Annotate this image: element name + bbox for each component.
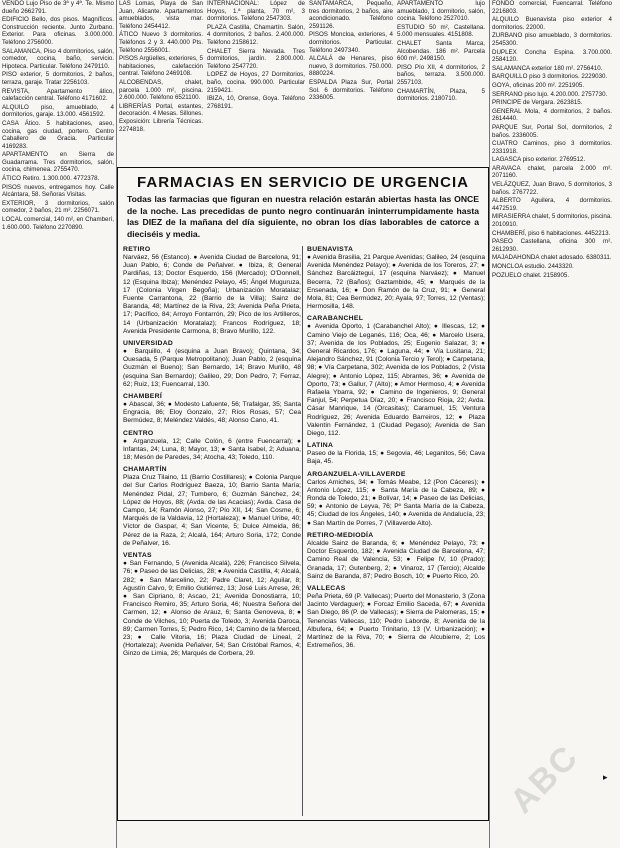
classifieds-column-5 <box>397 0 485 164</box>
classified-ad: PRINCIPE de Vergara. 2623815. <box>492 99 583 107</box>
classified-ad: REVISTA, Apartamento ático, calefacción central. Teléfono 4171602. <box>2 87 114 103</box>
intro-paragraph: Todas las farmacias que figuran en nuestra relación estarán abiertas hasta las ONCE de la noche. Las precedidas de punto negro continuarán ininterrumpidamente hasta las DIEZ de la mañana del día siguiente, no obran los días laborables de catorce a dieciséis y media. <box>127 194 479 239</box>
classified-ad: ALBERTO Aguilera, 4 dormitorios. 4472519. <box>492 197 612 212</box>
classified-ad: GENERAL Mola, 4 dormitorios, 2 baños. 2614440. <box>492 107 612 123</box>
district-pharmacies: Alcalde Sainz de Baranda, 6; ● Menéndez Pelayo, 73; ● Doctor Esquerdo, 182; ● Avenida Ciudad de Barcelona, 47; Camino Real de Valencia, 53; ● Felipe IV, 10 (Prado); Granada, 17; Gutenberg, 2; ● Vinaroz, 17 (Tercio); Alcalde Sainz de Baranda, 87; Pedro Bosch, 10; ● Puerto Rico, 20. <box>307 539 485 580</box>
district-pharmacies: ● Avenida Oporto, 1 (Carabanchel Alto); ● Illescas, 12; ● Camino Viejo de Leganés, 116; Oca, 46; ● Marcelo Usera, 37; Avenida de los Poblados, 25; Eugenio Salazar, 3; ● General Ricardos, 176; ● Laguna, 44; ● Vía Lusitana, 21; Alejandro Sánchez, 91 (Colonia Tercio y Terol); ● Carpetana, 98; ● Vía Carpetana, 302; Avenida de los Poblados, 2 (Vista Alegre); ● Antonio López, 115; Abrantes, 36; ● Avenida de Oporto, 73; ● Gallur, 7 (Alto); ● Amor Hermoso, 4; ● Avenida Rafaela Ybarra, 92; ● Camino de Ingenieros, 9; General Fanjul, 54; Perpetua Díaz, 20; ● Francisco Rioja, 22; Avda. Cásar Manrique, 14 (Orcasitas); Caramuel, 15; Ventura Rodríguez, 26; Avenida Eduardo Barreiros, 12; ● Plaza Valentín Fernández, 1 (Ciudad Pegaso); Avenida de San Diego, 112. <box>307 323 485 438</box>
classified-ad: LAGASCA piso exterior. 2769512. <box>492 156 586 164</box>
classified-ad: ESPALDA Plaza Sur, Portal Sol. 6 dormitorios. Teléfono 2336005. <box>309 78 393 102</box>
classified-ad: ÁTICO Nuevo 3 dormitorios. Teléfonos 2 y 3. 440.000 Pts. Teléfono 2556001. <box>119 31 203 54</box>
district-pharmacies: Paseo de la Florida, 15; ● Segovia, 46; Leganitos, 56; Cava Baja, 45. <box>307 450 485 466</box>
classified-ad: ALCALÁ de Henares, piso nuevo, 3 dormitorios. 750.000. 8880224. <box>309 55 393 78</box>
classified-block <box>207 0 305 110</box>
classified-ad: CHAMBERÍ, piso 6 habitaciones. 4452213. <box>492 229 611 237</box>
classified-ad: LAS Lomas, Playa de San Juan, Alicante. Apartamentos amueblados, vista mar. Teléfono 2454412. <box>119 0 203 30</box>
district-entry <box>123 466 301 548</box>
district-entry <box>123 246 301 336</box>
classified-ad: LIBRERÍAS Portal, estantes, decoración. 4 Mesas. Sillones. Exposición: Librería Técnicas. 2274818. <box>119 102 203 133</box>
classified-ad: ALQUILO Buenavista piso exterior 4 dormitorios. 22000. <box>492 16 612 31</box>
classified-ad: ALQUILO piso, amueblado, 4 dormitorios, garaje. 13.000. 4561592. <box>2 103 114 119</box>
district-pharmacies: Narváez, 56 (Estanco). ● Avenida Ciudad de Barcelona, 91; Juan Pablo, 6; Conde de Peñalver. ● Ibiza, 8; General Pardiñas, 13; Doctor Esquerdo, 156 (Mercado); O'Donnell, 12 (Esquina Ibiza); Menéndez Pelayo, 45; Ángel Muguruza, 17 (Colonia Virgen Begoña); Urbanización Moratalaz; Fuente Carrantona, 22 (Barrio de la Villa); Sainz de Baranda, 48; Martínez de la Riva, 23; Avenida Peña Prieta, 17; Pacífico, 84; Arroyo Fontarrón, 29; Pico de los Artilleros, 14 (Urbanización Moratalaz); Francos Rodríguez, 18; Avenida Presidente Carmona, 8; Bravo Murillo, 122. <box>123 254 301 335</box>
page-title: FARMACIAS EN SERVICIO DE URGENCIA <box>137 174 469 191</box>
classified-ad: APARTAMENTO lujo amueblado, 1 dormitorio, salón, cocina. Teléfono 2527010. <box>397 0 485 23</box>
district-name: VALLECAS <box>307 584 346 592</box>
district-entry <box>123 393 301 426</box>
classified-ad: PISO Pío XII, 4 dormitorios, 2 baños, terraza. 3.500.000. 2557103. <box>397 63 485 86</box>
district-pharmacies: ● Avenida Brasilia, 21 Parque Avenidas; Galileo, 24 (esquina Avenida Menéndez Pelayo); ● Avenida de los Toreros, 27; ● Sánchez Barcáiztegui, 17 (esquina Narváez); ● Manuel Becerra, 72 (Baños); Gaztambide, 45; ● Marqués de la Ensenada, 16; ● Don Ramón de la Cruz, 91; ● General Mola, 81; Cea Bermúdez, 20; Ayala, 97; Torres, 12 (Ventas); Hermosilla, 148. <box>307 254 485 311</box>
classifieds-column-1 <box>2 0 114 846</box>
classified-ad: SALAMANCA exterior 180 m². 2756410. <box>492 64 603 72</box>
classified-ad: VENDO Lujo Piso de 3ª y 4ª. Te. Mismo dueño 2662791. <box>2 0 114 15</box>
classified-ad: GOYA, oficinas 200 m². 2251905. <box>492 81 585 89</box>
classified-ad: VELÁZQUEZ, Juan Bravo, 5 dormitorios, 3 baños. 2767722. <box>492 181 612 196</box>
classified-ad: SERRANO piso lujo. 4.200.000. 2757730. <box>492 90 608 98</box>
classified-ad: PISOS Moncloa, exteriores, 4 dormitorios. Particular. Teléfono 2497340. <box>309 31 393 54</box>
classified-ad: BARQUILLO piso 3 dormitorios. 2229030. <box>492 73 608 81</box>
classified-ad: CHALET Sierra Nevada. Tres dormitorios, jardín. 2.800.000. Teléfono 2547720. <box>207 47 305 70</box>
district-name: BUENAVISTA <box>307 246 354 253</box>
classified-ad: EXTERIOR, 3 dormitorios, salón comedor, 2 baños, 21 m². 2256071. <box>2 199 114 215</box>
classified-ad: EDIFICIO Bello, dos pisos. Magníficos. Construcción reciente. Junto Zurbano. Exterior. Para oficinas. 3.000.000. Teléfono 2756000. <box>2 16 114 46</box>
classified-ad: PLAZA Castilla, Chamartín. Salón, 4 dormitorios, 2 baños. 2.400.000. Teléfono 2158612. <box>207 23 305 46</box>
classified-block <box>309 0 393 102</box>
classified-ad: INTERNACIONAL: López de Hoyos, 1.ª planta, 70 m², 3 dormitorios. Teléfono 2547303. <box>207 0 305 23</box>
classified-block <box>119 0 203 133</box>
classified-ad: ALCOBENDAS, chalet, parcela 1.000 m², piscina. 2.600.000. Teléfono 6521100. <box>119 78 203 102</box>
column-rule <box>489 0 490 848</box>
classified-ad: POZUELO chalet. 2158905. <box>492 271 570 279</box>
corner-mark: ▸ <box>603 772 608 782</box>
district-entry <box>123 430 301 463</box>
district-entry <box>123 340 301 389</box>
classified-ad: SALAMANCA, Piso 4 dormitorios, salón, comedor, cocina, baño, servicio. Hipoteca. Particular. Teléfono 2479110. <box>2 47 114 70</box>
classified-ad: FONDO comercial, Fuencarral. Teléfono 2216803. <box>492 0 612 15</box>
classified-ad: MAJADAHONDA chalet adosado. 6380311. <box>492 254 612 262</box>
classified-ad: ZURBANO piso amueblado, 3 dormitorios. 2545300. <box>492 32 612 47</box>
district-entry <box>307 246 485 311</box>
district-entry <box>307 532 485 581</box>
district-pharmacies: Plaza Cruz Tilaino, 11 (Barrio Costillares); ● Colonia Parque del Sur Carlos Rodríguez Baeza, 10; Barrio Santa María; Menéndez Pidal, 27; Tumbero, 6; Guzmán Sánchez, 24; López de Hoyos, 88; (Avda. de las Acacias); Avda. Casa de Campo, 14; Ramón Alonso, 27; Pío XII, 14; San Cosme, 6; Marqués de la Valdavia, 12 (Hortaleza); ● Manuel Uribe, 40; Víctor de Gaspar, 4; San Vicente, 5; Dulce Almeida, 86; Pérez de la Raza, 2; Alcalá, 164; Arturo Soria, 172; Conde de Peñalver, 16. <box>123 474 301 547</box>
district-name: RETIRO <box>123 246 151 253</box>
district-pharmacies: ● Barquillo, 4 (esquina a Juan Bravo); Quintana, 34; Ouesada, 5 (Parque Metropolitano); Juan Pablo, 2 (esquina Guzmán el Bueno); San Bernardo, 14; Bravo Murillo, 48 (esquina San Bernardo); Galileo, 29; Don Pedro, 7; Ferraz, 62; Ruiz, 13; Fuencarral, 130. <box>123 348 301 388</box>
classified-ad: MIRASIERRA chalet, 5 dormitorios, piscina. 2010910. <box>492 213 612 229</box>
classified-ad: MONCLOA estudio. 2443320. <box>492 263 574 270</box>
classified-block <box>492 0 612 279</box>
district-name: RETIRO-MEDIODÍA <box>307 531 374 539</box>
classified-ad: SANTAMARCA, Pequeño, tres dormitorios, 2 baños, aire acondicionado. Teléfono 2591126. <box>309 0 393 30</box>
district-name: LATINA <box>307 442 334 450</box>
district-entry <box>307 442 485 466</box>
district-pharmacies: Peña Prieta, 69 (P. Vallecas); Puerto del Monasterio, 3 (Zona Jacinto Verdaguer); ● Forcaz Emilio Saceda, 67; ● Avenida San Diego, 86 (P. de Vallecas); ● Sierra de Palomeras, 15; ● Tenencias Vallecas, 110; Pedro Laborde, 8; Avenida de la Albufera, 64; ● Puerto Trinitario, 13 (V. Urbanización); ● Martínez de la Riva, 70; ● Sierra de Alcubierre, 2; Los Extremeños, 36. <box>307 592 485 650</box>
district-pharmacies: ● San Fernando, 5 (Avenida Alcalá), 226; Francisco Silvela, 76; ● Paseo de las Delicias, 28; ● Avenida Castilla, 4; Alcalá, 282; ● San Marcelino, 22; Padre Claret, 12; Aguilar, 8; Agustín Calvo, 9; Emilio Gutiérrez, 13; José Luis Arrese, 26; ● San Cipriano, 8; Ascao, 21; Avenida Donostiarra, 10; Francisco Remiro, 35; Arturo Soria, 46; Nuestra Señora del Carmen, 12; ● Alonso de Arauz, 6; Santa Genoveva, 8; ● Conde de Vilches, 10; Puerta de Toledo, 3; Avenida Daroca, 89; Carmen Torres, 5; Pedro Rico, 14; Camino de la Merced, 23; ● Calle Vitoria, 16; Plaza Ciudad de Lineal, 2 (Hortaleza); Avenida Peñalver, 54; San Cristóbal Ramos, 4; Ginzo de Limia, 26; Marqués de Corbera, 29. <box>123 560 301 658</box>
watermark-logo: ABC <box>502 737 587 821</box>
pharmacy-notice-box <box>117 167 489 821</box>
district-name: ARGANZUELA-VILLAVERDE <box>307 470 406 478</box>
classified-ad: PISO exterior, 5 dormitorios, 2 baños, terraza, garaje. Tratar 2256103. <box>2 71 114 86</box>
classifieds-column-4 <box>309 0 393 164</box>
classified-ad: CASA Ático. 5 habitaciones, aseo, cocina, gas ciudad, portero. Centro Caballero de Gracia. Particular 4169283. <box>2 119 114 150</box>
districts-left-column <box>123 246 301 663</box>
district-entry <box>307 315 485 438</box>
districts-right-column <box>307 246 485 654</box>
district-pharmacies: ● Abascal, 36; ● Modesto Lafuente, 56; Trafalgar, 35; Santa Engracia, 86; Eloy Gonzalo, 27; Ríos Rosas, 57; Cea Bermúdez, 8; Meléndez Valdés, 48; Alonso Cano, 41. <box>123 401 301 425</box>
district-name: CHAMARTÍN <box>123 466 167 474</box>
classifieds-column-6 <box>492 0 612 846</box>
district-pharmacies: Carlos Arniches, 34; ● Tomás Meabe, 12 (Pon Cáceres); ● Antonio López, 115; ● Santa María de la Cabeza, 89; ● Ronda de Toledo, 21; ● Bolívar, 14; ● Paseo de las Delicias, 59; ● Antonio de Leyva, 76; Pº Santa María de la Cabeza, 45; Ciudad de los Ángeles, 140; ● Avenida de Andalucía, 23; ● San Martín de Porres, 7 (Villaverde Alto). <box>307 478 485 527</box>
column-divider <box>302 246 303 816</box>
classified-ad: PARQUE Sur, Portal Sol, dormitorios, 2 baños. 2336005. <box>492 123 612 139</box>
district-entry <box>307 585 485 650</box>
classified-ad: ESTUDIO 50 m², Castellana. 5.000 mensuales. 4151808. <box>397 23 485 39</box>
district-name: CARABANCHEL <box>307 315 364 323</box>
classified-block <box>397 0 485 103</box>
classified-ad: LOPEZ de Hoyos, 27 Dormitorios, baño, cocina. 990.000. Particular 2159421. <box>207 71 305 94</box>
district-pharmacies: ● Arganzuela, 12; Calle Colón, 6 (entre Fuencarral); ● Infantas, 24; Luna, 8; Mayor, 13; ● Santa Isabel, 2; Aduana, 18; Mesón de Paredes, 34; Atocha, 43; Toledo, 110. <box>123 437 301 462</box>
classified-ad: PASEO Castellana, oficina 300 m². 2612930. <box>492 238 612 253</box>
classified-ad: PISOS nuevos, entregamos hoy. Calle Alcántara, 58. Señoras Visitas. <box>2 183 114 199</box>
classified-ad: IBIZA, 10, Orense, Goya. Teléfono 2768191. <box>207 95 305 110</box>
classified-ad: CHAMARTÍN, Plaza, 5 dormitorios. 2180710. <box>397 87 485 103</box>
classified-ad: ÁTICO Retiro. 1.300.000. 4772378. <box>2 175 100 183</box>
district-name: UNIVERSIDAD <box>123 340 174 348</box>
classified-block <box>2 0 114 231</box>
district-entry <box>307 471 485 528</box>
district-name: CHAMBERÍ <box>123 393 163 401</box>
classified-ad: LOCAL comercial, 140 m², en Chamberí, 1.600.000. Teléfono 2270890. <box>2 216 114 231</box>
district-entry <box>123 552 301 658</box>
district-name: VENTAS <box>123 552 152 560</box>
classifieds-column-2 <box>119 0 203 164</box>
classifieds-column-3 <box>207 0 305 164</box>
classified-ad: APARTAMENTO en Sierra de Guadarrama. Tres dormitorios, salón, cocina, chimenea. 2755470. <box>2 151 114 174</box>
classified-ad: CUATRO Caminos, piso 3 dormitorios. 2331918. <box>492 140 612 155</box>
classified-ad: CHALET Santa Marca, Alcobendas. 186 m². Parcela 600 m². 2498150. <box>397 39 485 63</box>
district-name: CENTRO <box>123 429 154 437</box>
classified-ad: DUPLEX Concha Espina. 3.700.000. 2584120. <box>492 48 612 64</box>
classified-ad: ARAVACA chalet, parcela 2.000 m². 2071160. <box>492 164 612 180</box>
classified-ad: PISOS Argüelles, exteriores, 5 habitaciones, calefacción central. Teléfono 2469108. <box>119 55 203 78</box>
